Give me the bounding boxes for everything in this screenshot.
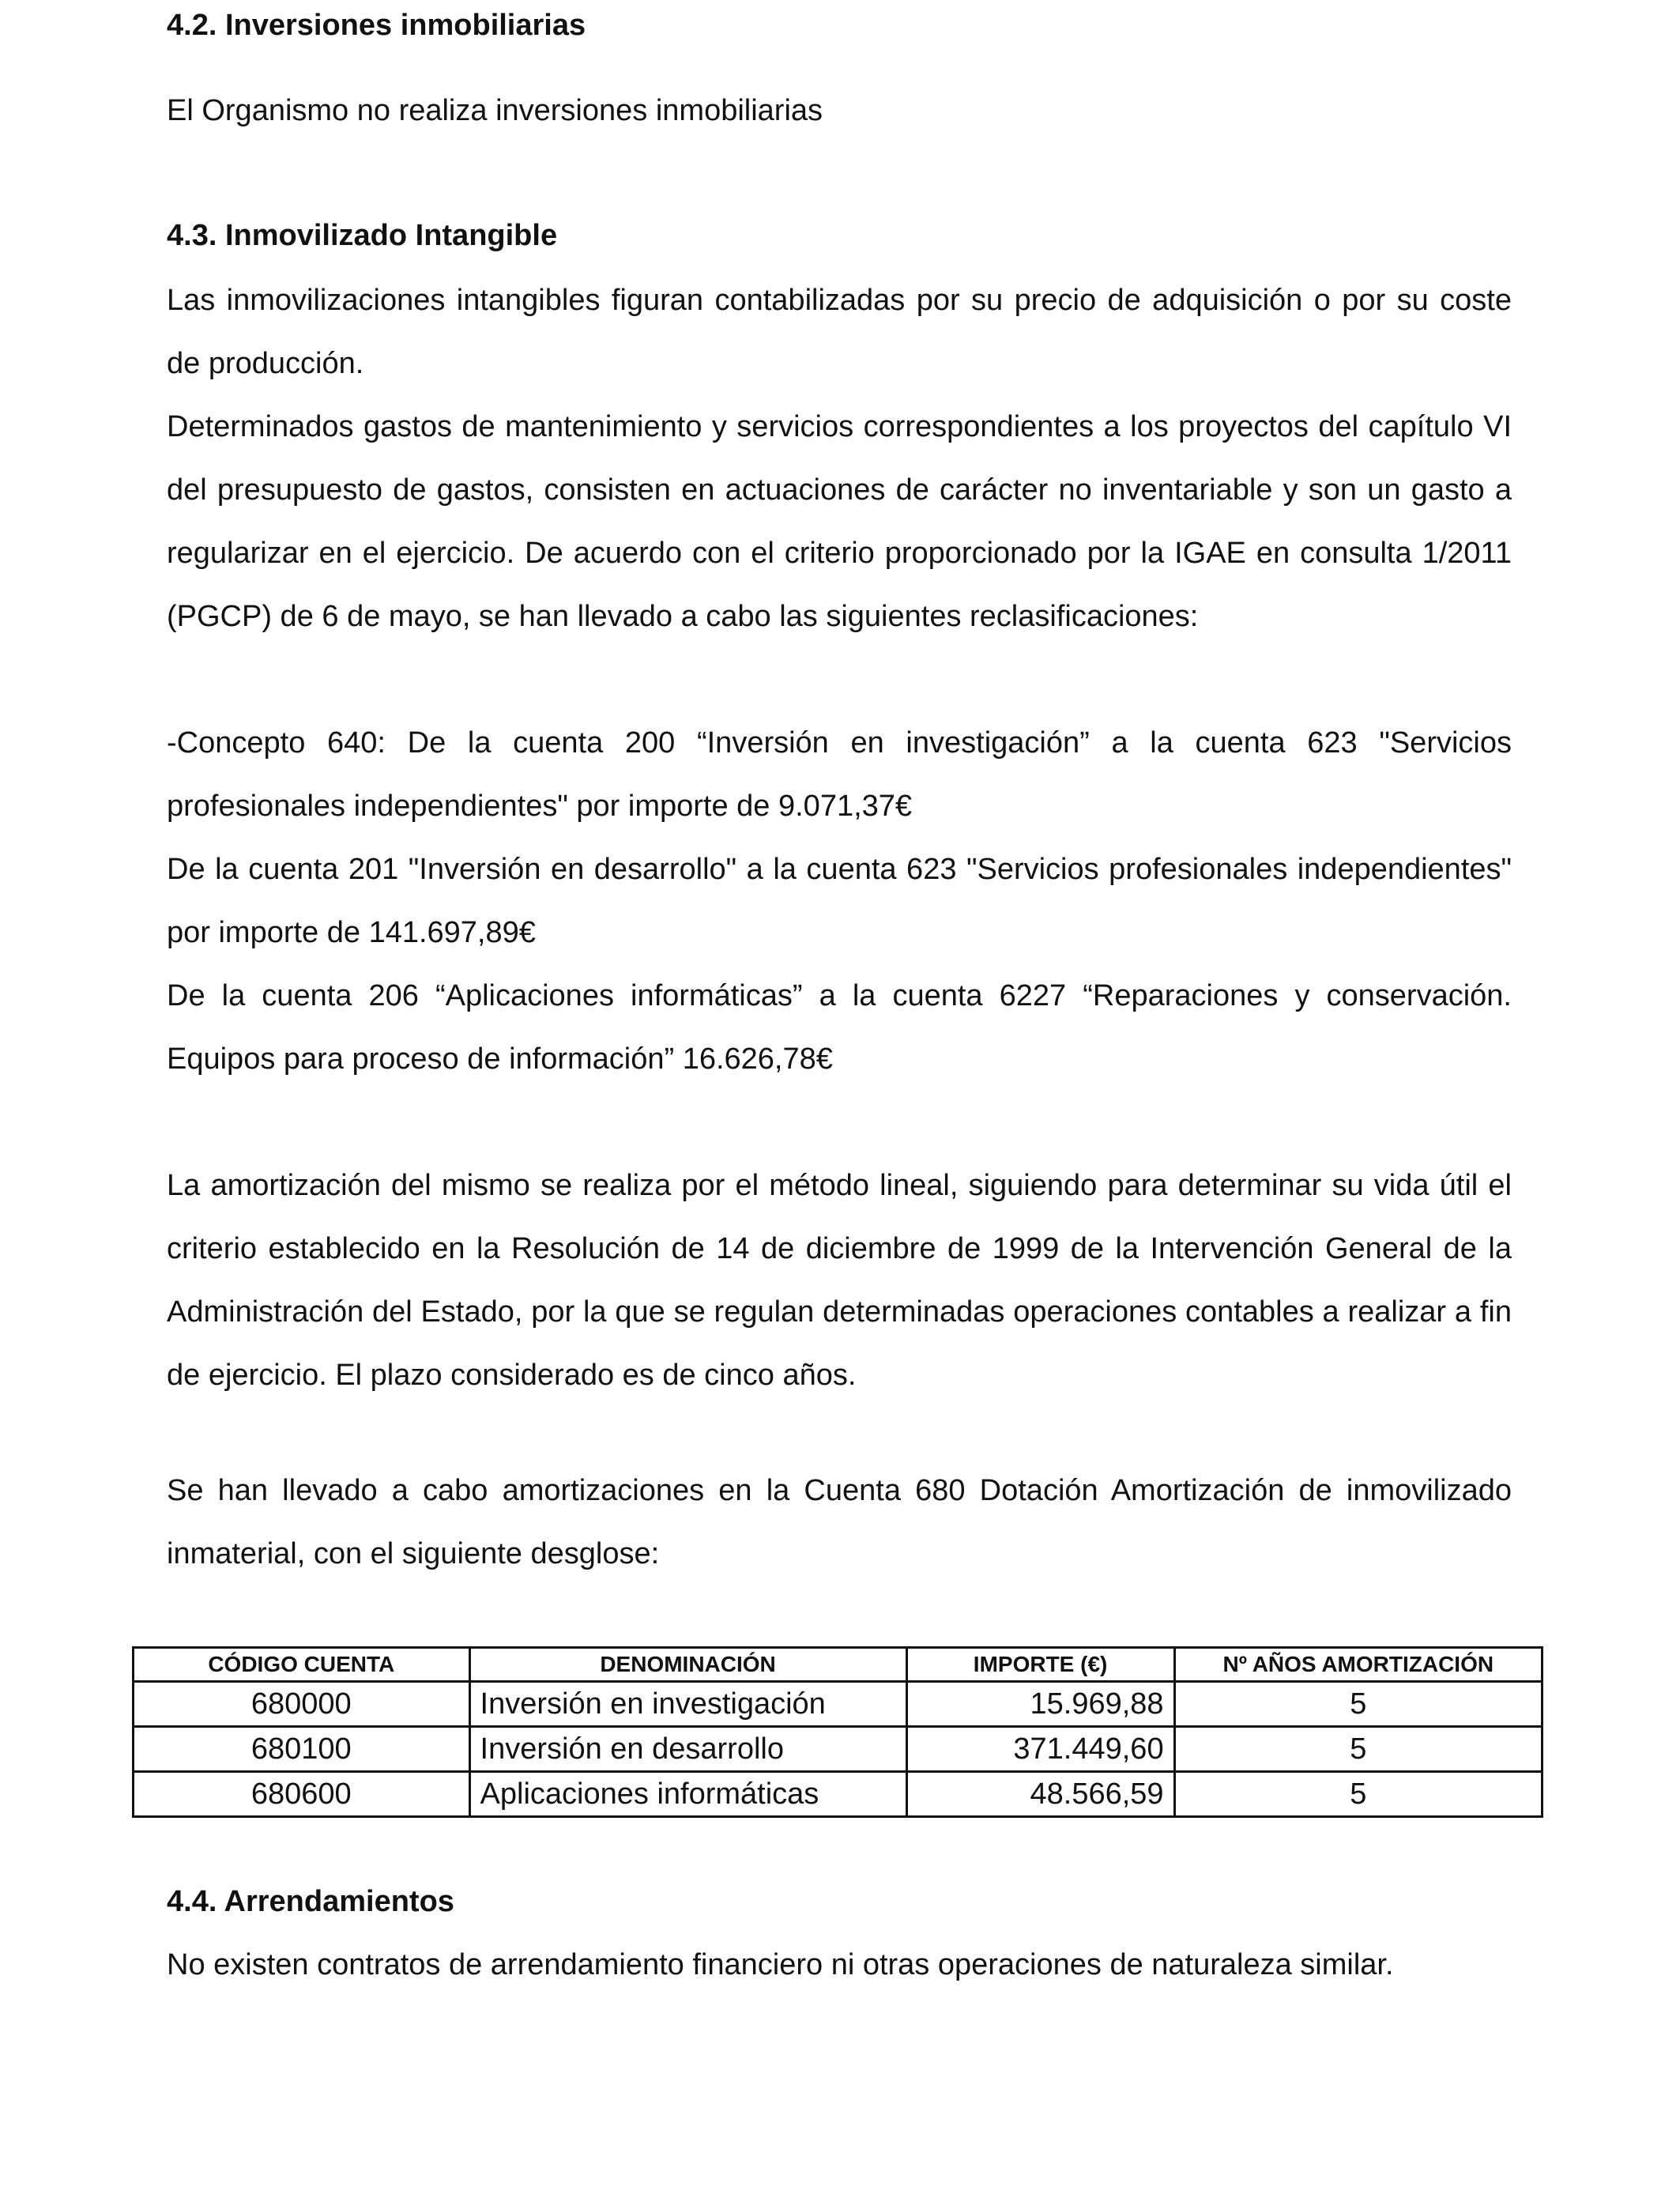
paragraph-amortization-breakdown: Se han llevado a cabo amortizaciones en la Cuenta 680 Dotación Amortización de inmovilizado inmaterial, con el siguiente desglose: xyxy=(167,1474,1512,1570)
table-row xyxy=(134,1682,1543,1727)
cell-importe: 15.969,88 xyxy=(906,1682,1174,1727)
cell-codigo: 680100 xyxy=(134,1727,470,1772)
heading-4-4: 4.4. Arrendamientos xyxy=(167,1885,454,1918)
paragraph-reclassification-intro: Determinados gastos de mantenimiento y servicios correspondientes a los proyectos del capítulo VI del presupuesto de gastos, consisten en actuaciones de carácter no inventariable y son un gasto a regularizar en el ejercicio. De acuerdo con el criterio proporcionado por la IGAE en consulta 1/2011 (PGCP) de 6 de mayo, se han llevado a cabo las siguientes reclasificaciones: xyxy=(167,410,1512,633)
heading-4-3: 4.3. Inmovilizado Intangible xyxy=(167,219,558,252)
paragraph-4-4: No existen contratos de arrendamiento financiero ni otras operaciones de naturaleza similar. xyxy=(167,1948,1394,1981)
table-row xyxy=(134,1727,1543,1772)
cell-denominacion: Inversión en desarrollo xyxy=(469,1727,906,1772)
cell-importe: 48.566,59 xyxy=(906,1772,1174,1817)
paragraph-concepto-640: -Concepto 640: De la cuenta 200 “Inversión en investigación” a la cuenta 623 "Servicios profesionales independientes" por importe de 9.071,37€ xyxy=(167,726,1512,823)
heading-4-2: 4.2. Inversiones inmobiliarias xyxy=(167,9,586,42)
paragraph-cuenta-201: De la cuenta 201 "Inversión en desarrollo" a la cuenta 623 "Servicios profesionales independientes" por importe de 141.697,89€ xyxy=(167,853,1512,949)
cell-importe: 371.449,60 xyxy=(906,1727,1174,1772)
cell-anos: 5 xyxy=(1174,1727,1542,1772)
table-header-row xyxy=(134,1648,1543,1682)
cell-denominacion: Inversión en investigación xyxy=(469,1682,906,1727)
cell-codigo: 680600 xyxy=(134,1772,470,1817)
cell-anos: 5 xyxy=(1174,1682,1542,1727)
header-importe: IMPORTE (€) xyxy=(906,1648,1174,1682)
paragraph-4-2: El Organismo no realiza inversiones inmobiliarias xyxy=(167,94,823,127)
header-denominacion: DENOMINACIÓN xyxy=(469,1648,906,1682)
amortization-table xyxy=(132,1646,1543,1818)
table-row xyxy=(134,1772,1543,1817)
cell-anos: 5 xyxy=(1174,1772,1542,1817)
paragraph-cuenta-206: De la cuenta 206 “Aplicaciones informáticas” a la cuenta 6227 “Reparaciones y conservación. Equipos para proceso de información” 16.626,78€ xyxy=(167,979,1512,1076)
cell-denominacion: Aplicaciones informáticas xyxy=(469,1772,906,1817)
paragraph-amortization-method: La amortización del mismo se realiza por el método lineal, siguiendo para determinar su vida útil el criterio establecido en la Resolución de 14 de diciembre de 1999 de la Intervención General de la Administración del Estado, por la que se regulan determinadas operaciones contables a realizar a fin de ejercicio. El plazo considerado es de cinco años. xyxy=(167,1169,1512,1392)
header-anos-amortizacion: Nº AÑOS AMORTIZACIÓN xyxy=(1174,1648,1542,1682)
header-codigo-cuenta: CÓDIGO CUENTA xyxy=(134,1648,470,1682)
cell-codigo: 680000 xyxy=(134,1682,470,1727)
paragraph-intangible-valuation: Las inmovilizaciones intangibles figuran contabilizadas por su precio de adquisición o por su coste de producción. xyxy=(167,284,1512,380)
